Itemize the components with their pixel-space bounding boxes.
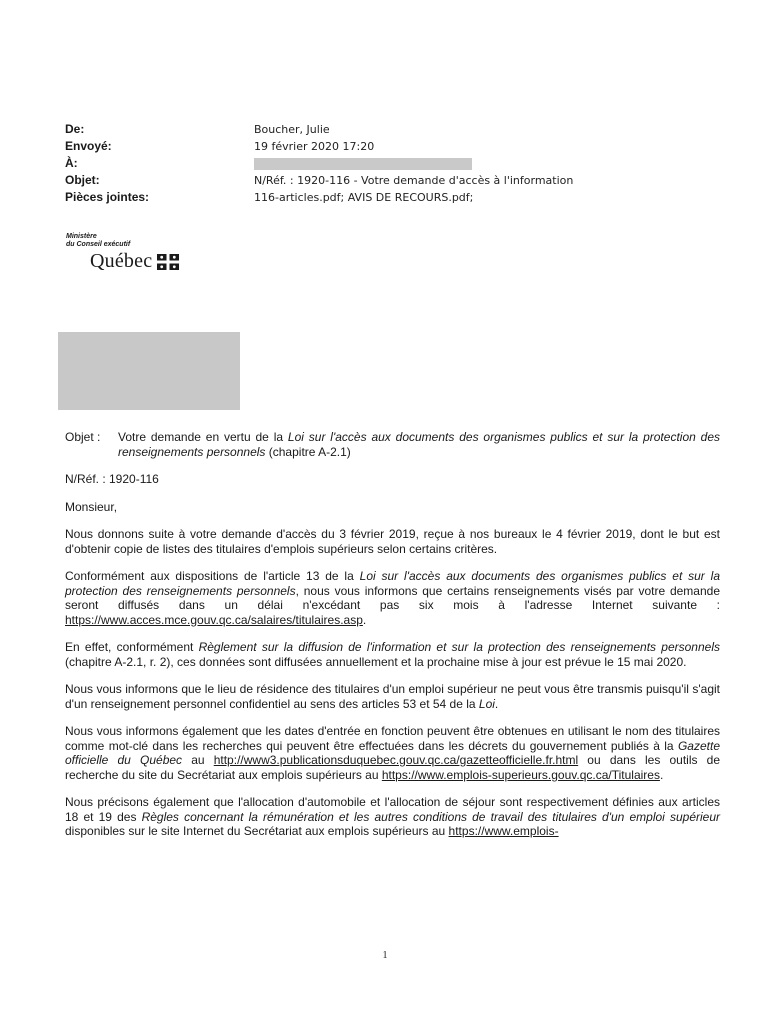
emplois-superieurs-link[interactable]: https://www.emplois-superieurs.gouv.qc.ca/Titulaires: [381, 767, 660, 782]
paragraph-2: Conformément aux dispositions de l'article 13 de la Loi sur l'accès aux documents des organismes publics et sur la protection des renseignements personnels, nous vous informons que certains renseignements visés par votre demande seront diffusés dans un délai n'excédant pas six mois à l'adresse Internet suivante : https://www.acces.mce.gouv.qc.ca/salaires/titulaires.asp.: [65, 569, 721, 627]
email-header: [65, 121, 573, 206]
paragraph-4: Nous vous informons que le lieu de résidence des titulaires d'un emploi supérieur ne peut vous être transmis puisqu'il s'agit d'un renseignement personnel confidentiel au sens des articles 53 et 54 de la Loi.: [65, 682, 720, 711]
from-label: De:: [65, 122, 85, 136]
logo-ministry-line1: Ministère: [66, 233, 97, 240]
titulaires-link[interactable]: https://www.acces.mce.gouv.qc.ca/salaires/titulaires.asp: [65, 612, 363, 627]
redacted-address-block: [58, 332, 240, 410]
fleur-de-lis-flag-icon: [157, 254, 179, 270]
reference-line: N/Réf. : 1920-116: [65, 472, 159, 486]
from-value: Boucher, Julie: [254, 123, 330, 136]
paragraph-1: Nous donnons suite à votre demande d'accès du 3 février 2019, reçue à nos bureaux le 4 février 2019, dont le but est d'obtenir copie de listes des titulaires d'emplois supérieurs selon certains critères.: [65, 527, 720, 556]
sent-label: Envoyé:: [65, 139, 112, 153]
subject-label: Objet:: [65, 173, 100, 187]
attachments-label: Pièces jointes:: [65, 190, 150, 204]
sent-value: 19 février 2020 17:20: [254, 140, 375, 153]
paragraph-5: Nous vous informons également que les dates d'entrée en fonction peuvent être obtenues en utilisant le nom des titulaires comme mot-clé dans les recherches qui peuvent être effectuées dans les décrets du gouvernement publiés à la Gazette officielle du Québec au http://www3.publicationsduquebec.gouv.qc.ca/gazetteofficielle.fr.html ou dans les outils de recherche du site du Secrétariat aux emplois supérieurs au https://www.emplois-superieurs.gouv.qc.ca/Titulaires.: [65, 724, 721, 782]
objet-line: [65, 430, 720, 459]
letter-body: [65, 430, 720, 852]
to-label: À:: [65, 156, 78, 170]
emplois-link-partial[interactable]: https://www.emplois-: [448, 824, 559, 838]
attachments-value: 116-articles.pdf; AVIS DE RECOURS.pdf;: [254, 191, 474, 204]
subject-value: N/Réf. : 1920-116 - Votre demande d'accès à l'information: [254, 174, 574, 187]
redacted-recipient: [254, 158, 472, 170]
page-number: 1: [382, 950, 388, 961]
ministry-logo: [66, 233, 179, 273]
logo-wordmark: Québec: [90, 250, 153, 272]
paragraph-3: En effet, conformément Règlement sur la diffusion de l'information et sur la protection des renseignements personnels (chapitre A-2.1, r. 2), ces données sont diffusées annuellement et la prochaine mise à jour est prévue le 15 mai 2020.: [65, 640, 720, 669]
gazette-link[interactable]: http://www3.publicationsduquebec.gouv.qc.ca/gazetteofficielle.fr.html: [213, 753, 579, 767]
salutation: Monsieur,: [65, 499, 118, 514]
objet-label: Objet :: [65, 430, 101, 444]
objet-text: Votre demande en vertu de la Loi sur l'accès aux documents des organismes publics et sur la protection des renseignements personnels (chapitre A-2.1): [118, 430, 720, 459]
logo-ministry-line2: du Conseil exécutif: [66, 241, 131, 248]
paragraph-6: Nous précisons également que l'allocation d'automobile et l'allocation de séjour sont respectivement définies aux articles 18 et 19 des Règles concernant la rémunération et les autres conditions de travail des titulaires d'un emploi supérieur disponibles sur le site Internet du Secrétariat aux emplois supérieurs au https://www.emplois-: [65, 795, 720, 838]
